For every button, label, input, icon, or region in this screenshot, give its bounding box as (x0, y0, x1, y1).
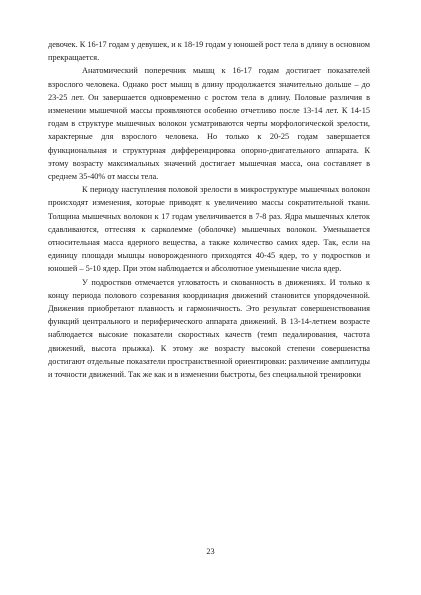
paragraph-continuation: девочек. К 16-17 годам у девушек, и к 18-19 годам у юношей рост тела в длину в основном прекращается. (48, 40, 371, 63)
paragraph-muscle-diameter: Анатомический поперечник мышц к 16-17 годам достигает показателей взрослого человека. Однако рост мышц в длину продолжается значительно дольше – до 23-25 лет. Он завершается одновременно с ростом тела в длину. Половые различия в изменении мышечной массы проявляются особенно отчетливо после 13-14 лет. К 14-15 годам в структуре мышечных волокон усматриваются черты морфологической зрелости, характерные для взрослого человека. Но только к 20-25 годам завершается функциональная и структурная дифференцировка опорно-двигательного аппарата. К этому возрасту максимальных значений достигает мышечная масса, она составляет в среднем 35-40% от массы тела. (48, 66, 370, 182)
page-body (48, 38, 370, 381)
paragraph-microstructure: К периоду наступления половой зрелости в микроструктуре мышечных волокон происходят изменения, которые приводят к увеличению массы сократительной ткани. Толщина мышечных волокон к 17 годам увеличивается в 7-8 раз. Ядра мышечных клеток сдавливаются, оттесняя к сарколемме (оболочке) мышечных волокон. Уменьшается относительная масса ядерного вещества, а также количество самих ядер. Так, если на единицу площади мышцы новорожденного приходятся 40-45 ядер, то у подростков и юношей – 5-10 ядер. При этом наблюдается и абсолютное уменьшение числа ядер. (48, 185, 370, 274)
paragraph-coordination: У подростков отмечается угловатость и скованность в движениях. И только к концу периода полового созревания координация движений становится упорядоченной. Движения приобретают плавность и гармоничность. Это результат совершенствования функций центрального и периферического аппарата движений. В 13-14-летнем возрасте наблюдается высокие показатели скоростных качеств (темп педалирования, частота движений, высота прыжка). К этому же возрасту высокой степени совершенства достигают отдельные показатели пространственной ориентировки: различение амплитуды и точности движений. Так же как и в изменении быстроты, без специальной тренировки (48, 277, 370, 380)
page-number: 23 (206, 547, 215, 556)
